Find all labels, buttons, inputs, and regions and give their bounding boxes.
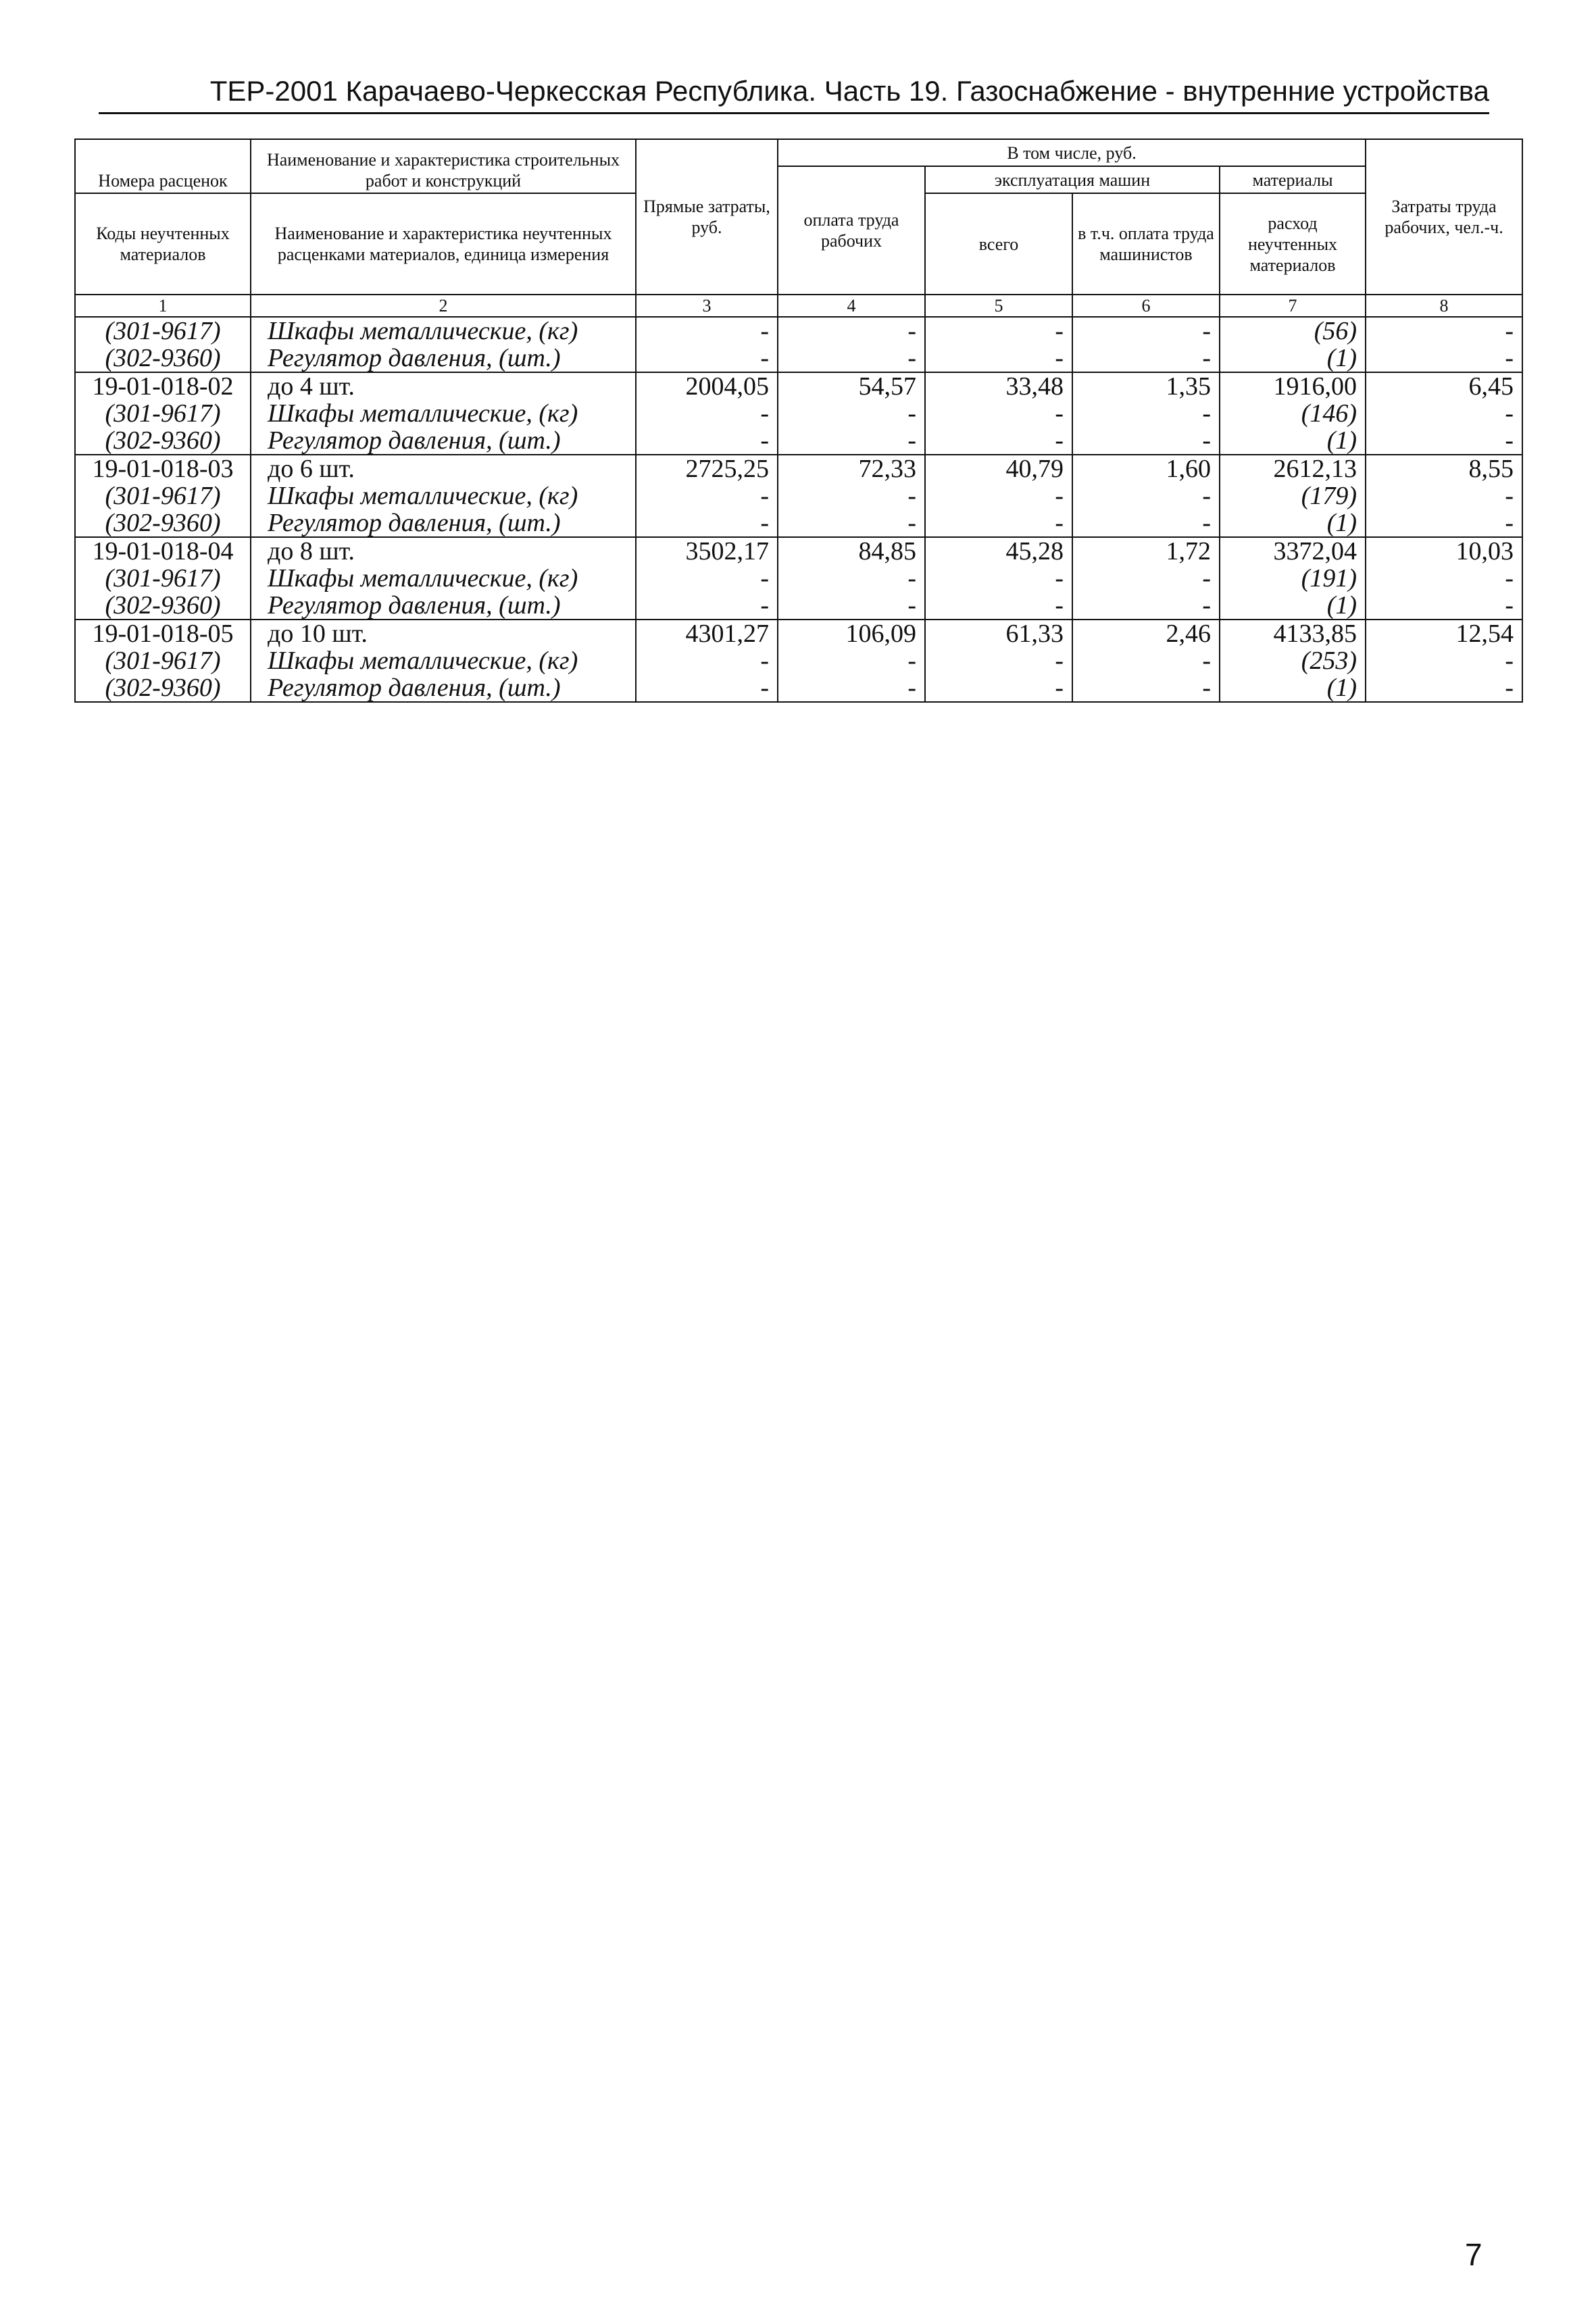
table-row [75, 317, 1522, 345]
machine-costs-total-cell: - [925, 317, 1072, 345]
rate-code-cell: 19-01-018-04 [75, 537, 251, 565]
header-group-including: В том числе, руб. [778, 139, 1366, 166]
machine-costs-total-cell: - [925, 427, 1072, 455]
header-col6: в т.ч. оплата труда машинистов [1072, 193, 1220, 295]
column-number: 4 [778, 295, 925, 317]
machine-costs-total-cell: 40,79 [925, 455, 1072, 482]
labor-hours-cell: - [1366, 482, 1522, 509]
machine-operator-wages-cell: - [1072, 482, 1220, 509]
column-number: 2 [251, 295, 636, 317]
header-group-materials: материалы [1220, 166, 1366, 193]
rate-code-cell: (301-9617) [75, 647, 251, 674]
rate-code-cell: (301-9617) [75, 565, 251, 592]
table-row [75, 345, 1522, 372]
header-col3: Прямые затраты, руб. [636, 139, 778, 295]
rate-code-cell: (302-9360) [75, 345, 251, 372]
labor-hours-cell: - [1366, 509, 1522, 537]
table-head [75, 139, 1522, 317]
machine-operator-wages-cell: - [1072, 565, 1220, 592]
column-number: 8 [1366, 295, 1522, 317]
page-number: 7 [1465, 2237, 1482, 2272]
item-name-cell: до 10 шт. [251, 620, 636, 647]
item-name-cell: Регулятор давления, (шт.) [251, 509, 636, 537]
table-row [75, 537, 1522, 565]
labor-wages-cell: 54,57 [778, 372, 925, 400]
machine-costs-total-cell: - [925, 674, 1072, 702]
item-name-cell: Регулятор давления, (шт.) [251, 427, 636, 455]
header-group-machines: эксплуатация машин [925, 166, 1220, 193]
table-row [75, 509, 1522, 537]
header-col8: Затраты труда рабочих, чел.-ч. [1366, 139, 1522, 295]
machine-operator-wages-cell: - [1072, 345, 1220, 372]
labor-hours-cell: 12,54 [1366, 620, 1522, 647]
labor-wages-cell: - [778, 509, 925, 537]
labor-hours-cell: - [1366, 427, 1522, 455]
item-name-cell: до 8 шт. [251, 537, 636, 565]
direct-costs-cell: 4301,27 [636, 620, 778, 647]
labor-wages-cell: - [778, 482, 925, 509]
header-col1-bottom: Коды неучтенных материалов [75, 193, 251, 295]
unaccounted-materials-cell: (179) [1220, 482, 1366, 509]
unaccounted-materials-cell: 4133,85 [1220, 620, 1366, 647]
direct-costs-cell: - [636, 565, 778, 592]
header-col2-bottom: Наименование и характеристика неучтенных расценками материалов, единица измерения [251, 193, 636, 295]
labor-hours-cell: - [1366, 565, 1522, 592]
direct-costs-cell: - [636, 592, 778, 620]
machine-operator-wages-cell: - [1072, 317, 1220, 345]
table-row [75, 482, 1522, 509]
table-row [75, 674, 1522, 702]
labor-hours-cell: 8,55 [1366, 455, 1522, 482]
labor-wages-cell: 106,09 [778, 620, 925, 647]
unaccounted-materials-cell: 2612,13 [1220, 455, 1366, 482]
machine-operator-wages-cell: - [1072, 509, 1220, 537]
table-row [75, 620, 1522, 647]
machine-operator-wages-cell: - [1072, 647, 1220, 674]
header-col2-top: Наименование и характеристика строительных работ и конструкций [251, 139, 636, 193]
unaccounted-materials-cell: (253) [1220, 647, 1366, 674]
table-row [75, 455, 1522, 482]
labor-hours-cell: - [1366, 400, 1522, 427]
machine-costs-total-cell: - [925, 509, 1072, 537]
rate-code-cell: 19-01-018-03 [75, 455, 251, 482]
labor-hours-cell: - [1366, 345, 1522, 372]
machine-operator-wages-cell: 2,46 [1072, 620, 1220, 647]
rate-code-cell: (301-9617) [75, 317, 251, 345]
labor-wages-cell: 72,33 [778, 455, 925, 482]
labor-wages-cell: - [778, 427, 925, 455]
header-col5: всего [925, 193, 1072, 295]
direct-costs-cell: 3502,17 [636, 537, 778, 565]
direct-costs-cell: - [636, 317, 778, 345]
item-name-cell: Шкафы металлические, (кг) [251, 482, 636, 509]
labor-wages-cell: - [778, 565, 925, 592]
column-number-row [75, 295, 1522, 317]
item-name-cell: Шкафы металлические, (кг) [251, 565, 636, 592]
labor-hours-cell: - [1366, 592, 1522, 620]
labor-hours-cell: - [1366, 317, 1522, 345]
header-col4: оплата труда рабочих [778, 166, 925, 295]
unaccounted-materials-cell: (1) [1220, 427, 1366, 455]
item-name-cell: до 4 шт. [251, 372, 636, 400]
item-name-cell: Шкафы металлические, (кг) [251, 647, 636, 674]
item-name-cell: Регулятор давления, (шт.) [251, 674, 636, 702]
machine-operator-wages-cell: - [1072, 427, 1220, 455]
unaccounted-materials-cell: (1) [1220, 674, 1366, 702]
labor-hours-cell: 10,03 [1366, 537, 1522, 565]
unaccounted-materials-cell: 3372,04 [1220, 537, 1366, 565]
table-row [75, 427, 1522, 455]
column-number: 7 [1220, 295, 1366, 317]
unaccounted-materials-cell: (146) [1220, 400, 1366, 427]
labor-wages-cell: - [778, 345, 925, 372]
machine-costs-total-cell: 61,33 [925, 620, 1072, 647]
rate-code-cell: (302-9360) [75, 427, 251, 455]
machine-costs-total-cell: 45,28 [925, 537, 1072, 565]
unaccounted-materials-cell: (56) [1220, 317, 1366, 345]
machine-operator-wages-cell: 1,60 [1072, 455, 1220, 482]
item-name-cell: Шкафы металлические, (кг) [251, 317, 636, 345]
direct-costs-cell: - [636, 674, 778, 702]
table-row [75, 565, 1522, 592]
table-row [75, 647, 1522, 674]
rate-code-cell: 19-01-018-05 [75, 620, 251, 647]
table-row [75, 592, 1522, 620]
unaccounted-materials-cell: (191) [1220, 565, 1366, 592]
rates-table [74, 139, 1523, 703]
direct-costs-cell: - [636, 427, 778, 455]
labor-hours-cell: - [1366, 647, 1522, 674]
header-col7: расход неучтенных материалов [1220, 193, 1366, 295]
rate-code-cell: (302-9360) [75, 592, 251, 620]
direct-costs-cell: - [636, 509, 778, 537]
machine-operator-wages-cell: 1,72 [1072, 537, 1220, 565]
direct-costs-cell: - [636, 482, 778, 509]
machine-operator-wages-cell: - [1072, 592, 1220, 620]
table-row [75, 400, 1522, 427]
column-number: 6 [1072, 295, 1220, 317]
rate-code-cell: (301-9617) [75, 400, 251, 427]
direct-costs-cell: 2725,25 [636, 455, 778, 482]
labor-wages-cell: - [778, 647, 925, 674]
machine-costs-total-cell: 33,48 [925, 372, 1072, 400]
rate-code-cell: 19-01-018-02 [75, 372, 251, 400]
header-rule [99, 112, 1489, 114]
rate-code-cell: (302-9360) [75, 509, 251, 537]
labor-wages-cell: - [778, 592, 925, 620]
machine-costs-total-cell: - [925, 565, 1072, 592]
labor-wages-cell: 84,85 [778, 537, 925, 565]
machine-costs-total-cell: - [925, 400, 1072, 427]
item-name-cell: Регулятор давления, (шт.) [251, 345, 636, 372]
machine-costs-total-cell: - [925, 647, 1072, 674]
machine-operator-wages-cell: 1,35 [1072, 372, 1220, 400]
machine-costs-total-cell: - [925, 482, 1072, 509]
machine-costs-total-cell: - [925, 592, 1072, 620]
labor-hours-cell: - [1366, 674, 1522, 702]
labor-hours-cell: 6,45 [1366, 372, 1522, 400]
rate-code-cell: (302-9360) [75, 674, 251, 702]
machine-operator-wages-cell: - [1072, 674, 1220, 702]
direct-costs-cell: - [636, 400, 778, 427]
machine-costs-total-cell: - [925, 345, 1072, 372]
header-col1-top: Номера расценок [75, 139, 251, 193]
table-row [75, 372, 1522, 400]
direct-costs-cell: 2004,05 [636, 372, 778, 400]
labor-wages-cell: - [778, 400, 925, 427]
labor-wages-cell: - [778, 317, 925, 345]
item-name-cell: Шкафы металлические, (кг) [251, 400, 636, 427]
item-name-cell: до 6 шт. [251, 455, 636, 482]
machine-operator-wages-cell: - [1072, 400, 1220, 427]
running-header: ТЕР-2001 Карачаево-Черкесская Республика. Часть 19. Газоснабжение - внутренние устройства [209, 75, 1489, 107]
unaccounted-materials-cell: 1916,00 [1220, 372, 1366, 400]
rate-code-cell: (301-9617) [75, 482, 251, 509]
column-number: 3 [636, 295, 778, 317]
unaccounted-materials-cell: (1) [1220, 345, 1366, 372]
column-number: 1 [75, 295, 251, 317]
direct-costs-cell: - [636, 345, 778, 372]
labor-wages-cell: - [778, 674, 925, 702]
item-name-cell: Регулятор давления, (шт.) [251, 592, 636, 620]
unaccounted-materials-cell: (1) [1220, 509, 1366, 537]
column-number: 5 [925, 295, 1072, 317]
direct-costs-cell: - [636, 647, 778, 674]
table-body [75, 317, 1522, 702]
unaccounted-materials-cell: (1) [1220, 592, 1366, 620]
